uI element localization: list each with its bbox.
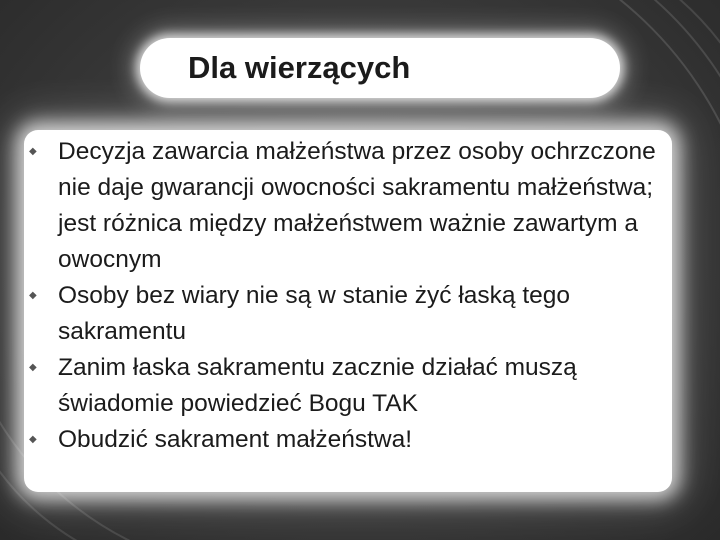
bullet-item [24,278,672,350]
bullet-item [24,422,672,458]
diamond-bullet-icon: ◆ [29,434,37,445]
bullet-text: Decyzja zawarcia małżeństwa przez osoby ochrzczone nie daje gwarancji owocności sakramentu małżeństwa; jest różnica między małżeństwem ważnie zawartym a owocnym [58,138,656,273]
diamond-bullet-icon: ◆ [29,146,37,157]
bullet-text: Zanim łaska sakramentu zacznie działać muszą świadomie powiedzieć Bogu TAK [58,354,577,417]
bullet-list [24,134,672,458]
bullet-item [24,350,672,422]
diamond-bullet-icon: ◆ [29,362,37,373]
slide-title: Dla wierzących [188,50,411,85]
diamond-bullet-icon: ◆ [29,290,37,301]
bullet-item [24,134,672,278]
bullet-text: Osoby bez wiary nie są w stanie żyć łaską tego sakramentu [58,282,571,345]
bullet-text: Obudzić sakrament małżeństwa! [58,426,413,453]
